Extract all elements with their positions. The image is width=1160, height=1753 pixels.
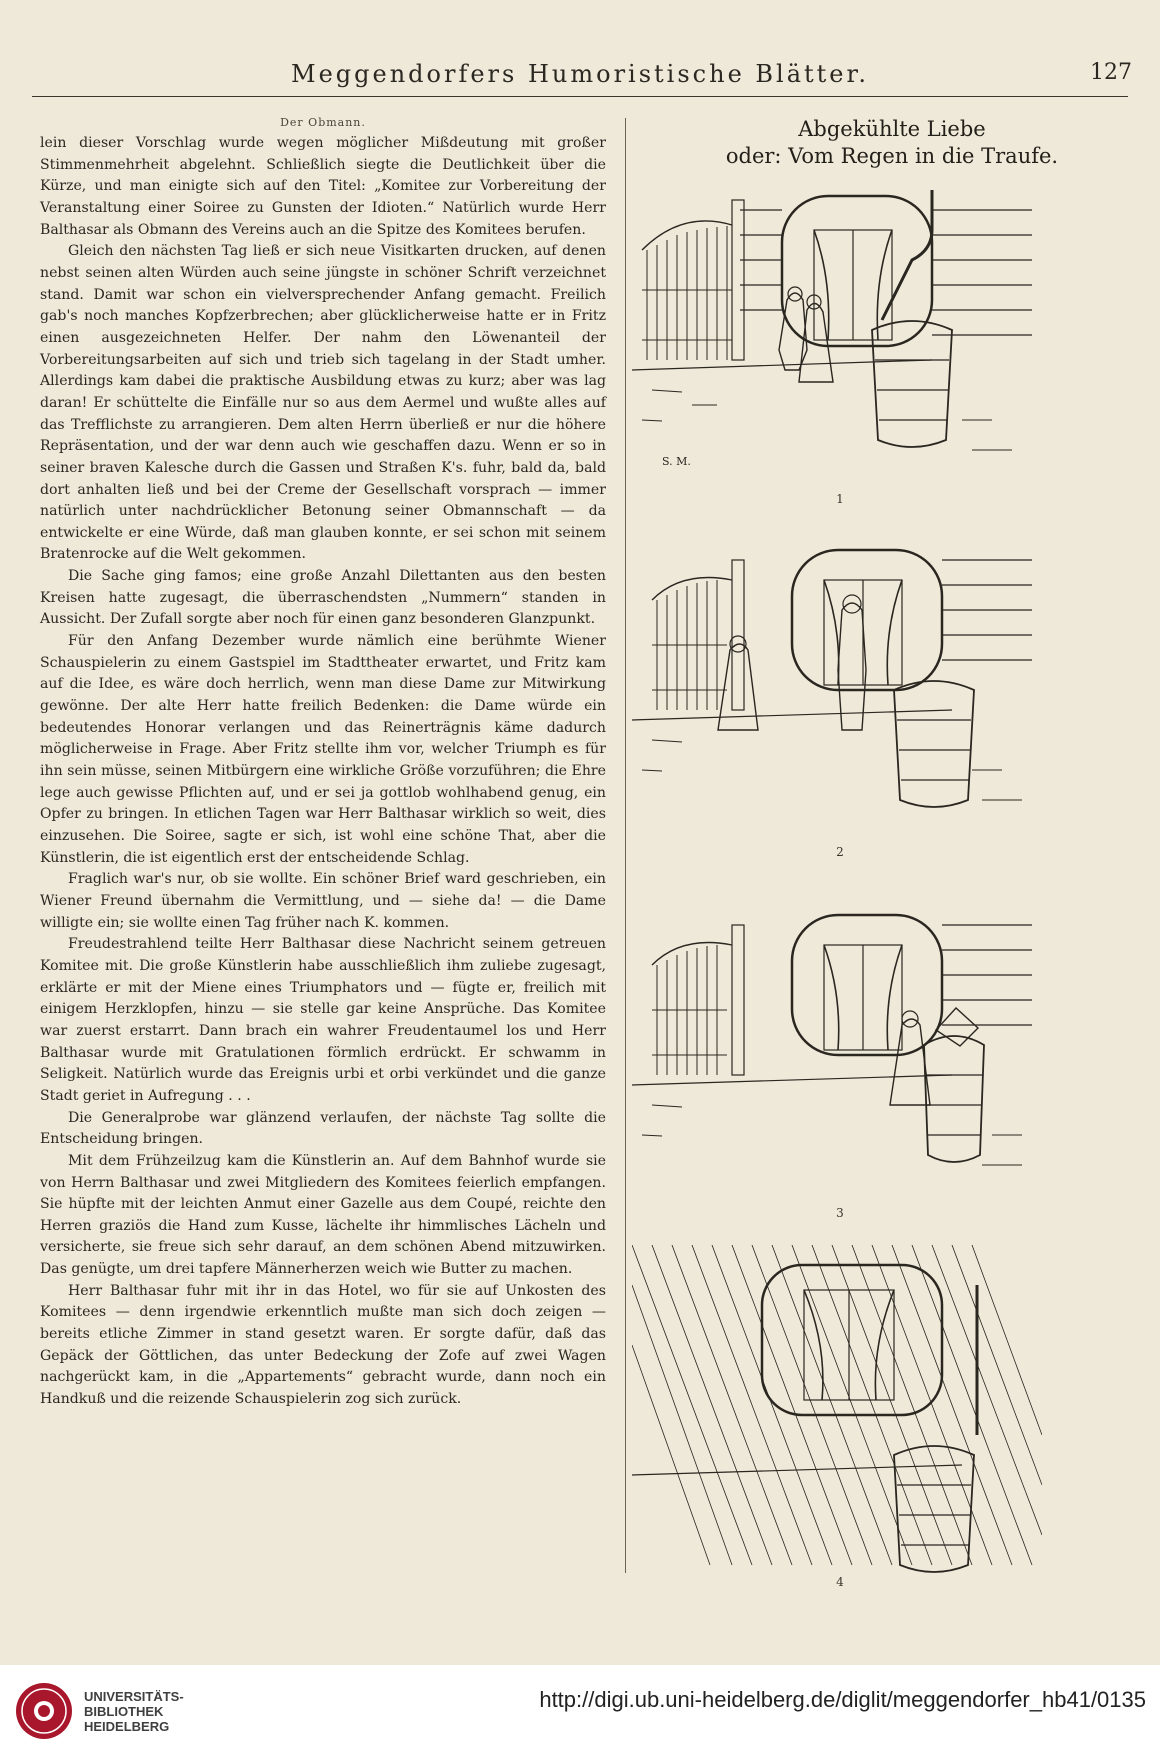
header-rule <box>32 96 1128 97</box>
library-name-line: BIBLIOTHEK <box>84 1704 164 1719</box>
panel-number-4: 4 <box>836 1575 844 1589</box>
panel-4-drawing <box>632 1245 1042 1575</box>
panel-number-1: 1 <box>836 492 844 506</box>
panel-number-2: 2 <box>836 845 844 859</box>
article-paragraph: Die Generalprobe war glänzend verlaufen, der nächste Tag sollte die Entscheidung bringen. <box>40 1109 606 1148</box>
permalink-url[interactable]: http://digi.ub.uni-heidelberg.de/diglit/meggendorfer_hb41/0135 <box>539 1687 1146 1712</box>
panel-2-drawing <box>632 540 1042 830</box>
library-name-line: UNIVERSITÄTS- <box>84 1689 184 1704</box>
article-column <box>40 116 606 1411</box>
cartoon-panel-4 <box>632 1245 1042 1535</box>
article-paragraph: Freudestrahlend teilte Herr Balthasar diese Nachricht seinem getreuen Komitee mit. Die große Künstlerin habe ausschließlich ihm zuliebe zugesagt, erklärte er mit der Miene eines Triumphators und — fügte er, freilich mit einigem Herzklopfen, hinzu — sie stelle gar keine Ansprüche. Das Komitee war zuerst erstarrt. Dann brach ein wahrer Freudentaumel los und Herr Balthasar wurde mit Gratulationen förmlich erdrückt. Er schwamm in Seligkeit. Natürlich wurde das Ereignis urbi et orbi verkündet und die ganze Stadt geriet in Aufregung . . . <box>40 936 606 1104</box>
artist-signature: S. M. <box>662 455 691 468</box>
library-name <box>84 1689 184 1734</box>
cartoon-column <box>632 112 1152 176</box>
panel-3-drawing <box>632 905 1042 1195</box>
cartoon-title-line: Abgekühlte Liebe <box>798 117 986 141</box>
library-logo[interactable] <box>14 1681 264 1741</box>
cartoon-title <box>632 116 1152 170</box>
section-title: Der Obmann. <box>280 116 366 129</box>
page-number: 127 <box>1090 60 1132 85</box>
panel-number-3: 3 <box>836 1206 844 1220</box>
article-paragraph: Für den Anfang Dezember wurde nämlich eine berühmte Wiener Schauspielerin zu einem Gastspiel im Stadttheater erwartet, und Fritz kam auf die Idee, es wäre doch herrlich, wenn man diese Dame zur Mitwirkung gewönne. Der alte Herr hatte freilich Bedenken: die Dame würde ein bedeutendes Honorar verlangen und das Reinerträgnis käme dadurch möglicherweise in Frage. Aber Fritz stellte ihm vor, welcher Triumph es für ihn sein müsse, seinen Mitbürgern eine wirkliche Größe vorzuführen; die Ehre lege auch gewisse Pflichten auf, und er sei ja gottlob wohlhabend genug, ein Opfer zu bringen. In etlichen Tagen war Herr Balthasar wirklich so weit, dies einzusehen. Die Soiree, sagte er sich, ist wohl eine schöne That, aber die Künstlerin, die ist eigentlich erst der entscheidende Schlag. <box>40 633 606 866</box>
article-paragraph: Die Sache ging famos; eine große Anzahl Dilettanten aus den besten Kreisen hatte zugesagt, die überraschendsten „Nummern“ standen in Aussicht. Der Zufall sorgte aber noch für einen ganz besonderen Glanzpunkt. <box>40 568 606 628</box>
cartoon-subtitle-line: oder: Vom Regen in die Traufe. <box>725 144 1059 168</box>
panel-1-drawing <box>632 190 1042 480</box>
cartoon-panel-3 <box>632 905 1042 1195</box>
article-paragraph: Herr Balthasar fuhr mit ihr in das Hotel, wo für sie auf Unkosten des Komitees — denn irgendwie erkenntlich mußte man sich doch zeigen — bereits etliche Zimmer in stand gesetzt waren. Er sorgte dafür, daß das Gepäck der Göttlichen, das unter Bedeckung der Zofe auf zwei Wagen nachgerückt kam, in die „Appartements“ gebracht wurde, dann noch ein Handkuß und die reizende Schauspielerin zog sich zurück. <box>40 1282 606 1408</box>
column-divider <box>625 118 626 1573</box>
article-paragraph: lein dieser Vorschlag wurde wegen möglicher Mißdeutung mit großer Stimmenmehrheit abgelehnt. Schließlich siegte die Deutlichkeit über die Kürze, und man einigte sich auf den Titel: „Komitee zur Vorbereitung der Veranstaltung einer Soiree zu Gunsten der Idioten.“ Natürlich wurde Herr Balthasar als Obmann des Vereins auch an die Spitze des Komitees berufen. <box>40 135 606 238</box>
seal-icon <box>14 1681 74 1741</box>
cartoon-panel-1 <box>632 190 1042 480</box>
magazine-title: Meggendorfers Humoristische Blätter. <box>291 60 869 88</box>
library-name-line: HEIDELBERG <box>84 1719 170 1734</box>
article-paragraph: Mit dem Frühzeilzug kam die Künstlerin an. Auf dem Bahnhof wurde sie von Herrn Balthasar und zwei Mitgliedern des Komitees feierlich empfangen. Sie hüpfte mit der leichten Anmut einer Gazelle aus dem Coupé, reichte den Herren graziös die Hand zum Kusse, lächelte ihr himmlisches Lächeln und versicherte, sie freue sich sehr darauf, an dem schönen Abend mitzuwirken. Das genügte, um drei tapfere Männerherzen weich wie Butter zu machen. <box>40 1152 606 1278</box>
page-header <box>20 60 1140 96</box>
article-paragraph: Fraglich war's nur, ob sie wollte. Ein schöner Brief ward geschrieben, ein Wiener Freund übernahm die Vermittlung, und — siehe da! — die Dame willigte ein; sie wollte einen Tag früher nach K. kommen. <box>40 871 606 931</box>
article-paragraph: Gleich den nächsten Tag ließ er sich neue Visitkarten drucken, auf denen nebst seinen alten Würden auch seine jüngste in schöner Schrift verzeichnet stand. Damit war schon ein vielversprechender Anfang gemacht. Freilich gab's noch manches Kopfzerbrechen; aber glücklicherweise hatte er in Fritz einen ausgezeichneten Helfer. Der nahm den Löwenanteil der Vorbereitungsarbeiten auf sich und trieb sich tagelang in der Stadt umher. Allerdings kam dabei die praktische Ausbildung etwas zu kurz; aber was lag daran! Er schüttelte die Einfälle nur so aus dem Aermel und wußte alles auf das Trefflichste zu arrangieren. Dem alten Herrn überließ er nur die höhere Repräsentation, und der war denn auch wie geschaffen dazu. Wenn er so in seiner braven Kalesche durch die Gassen und Straßen K's. fuhr, bald da, bald dort anhalten ließ und bei der Creme der Gesellschaft vorsprach — immer natürlich unter nachdrücklicher Betonung seiner Obmannschaft — da entwickelte er eine Würde, daß man glauben konnte, er sei schon mit seinem Bratenrocke auf die Welt gekommen. <box>40 243 606 563</box>
digitization-footer <box>0 1665 1160 1753</box>
cartoon-panel-2 <box>632 540 1042 830</box>
